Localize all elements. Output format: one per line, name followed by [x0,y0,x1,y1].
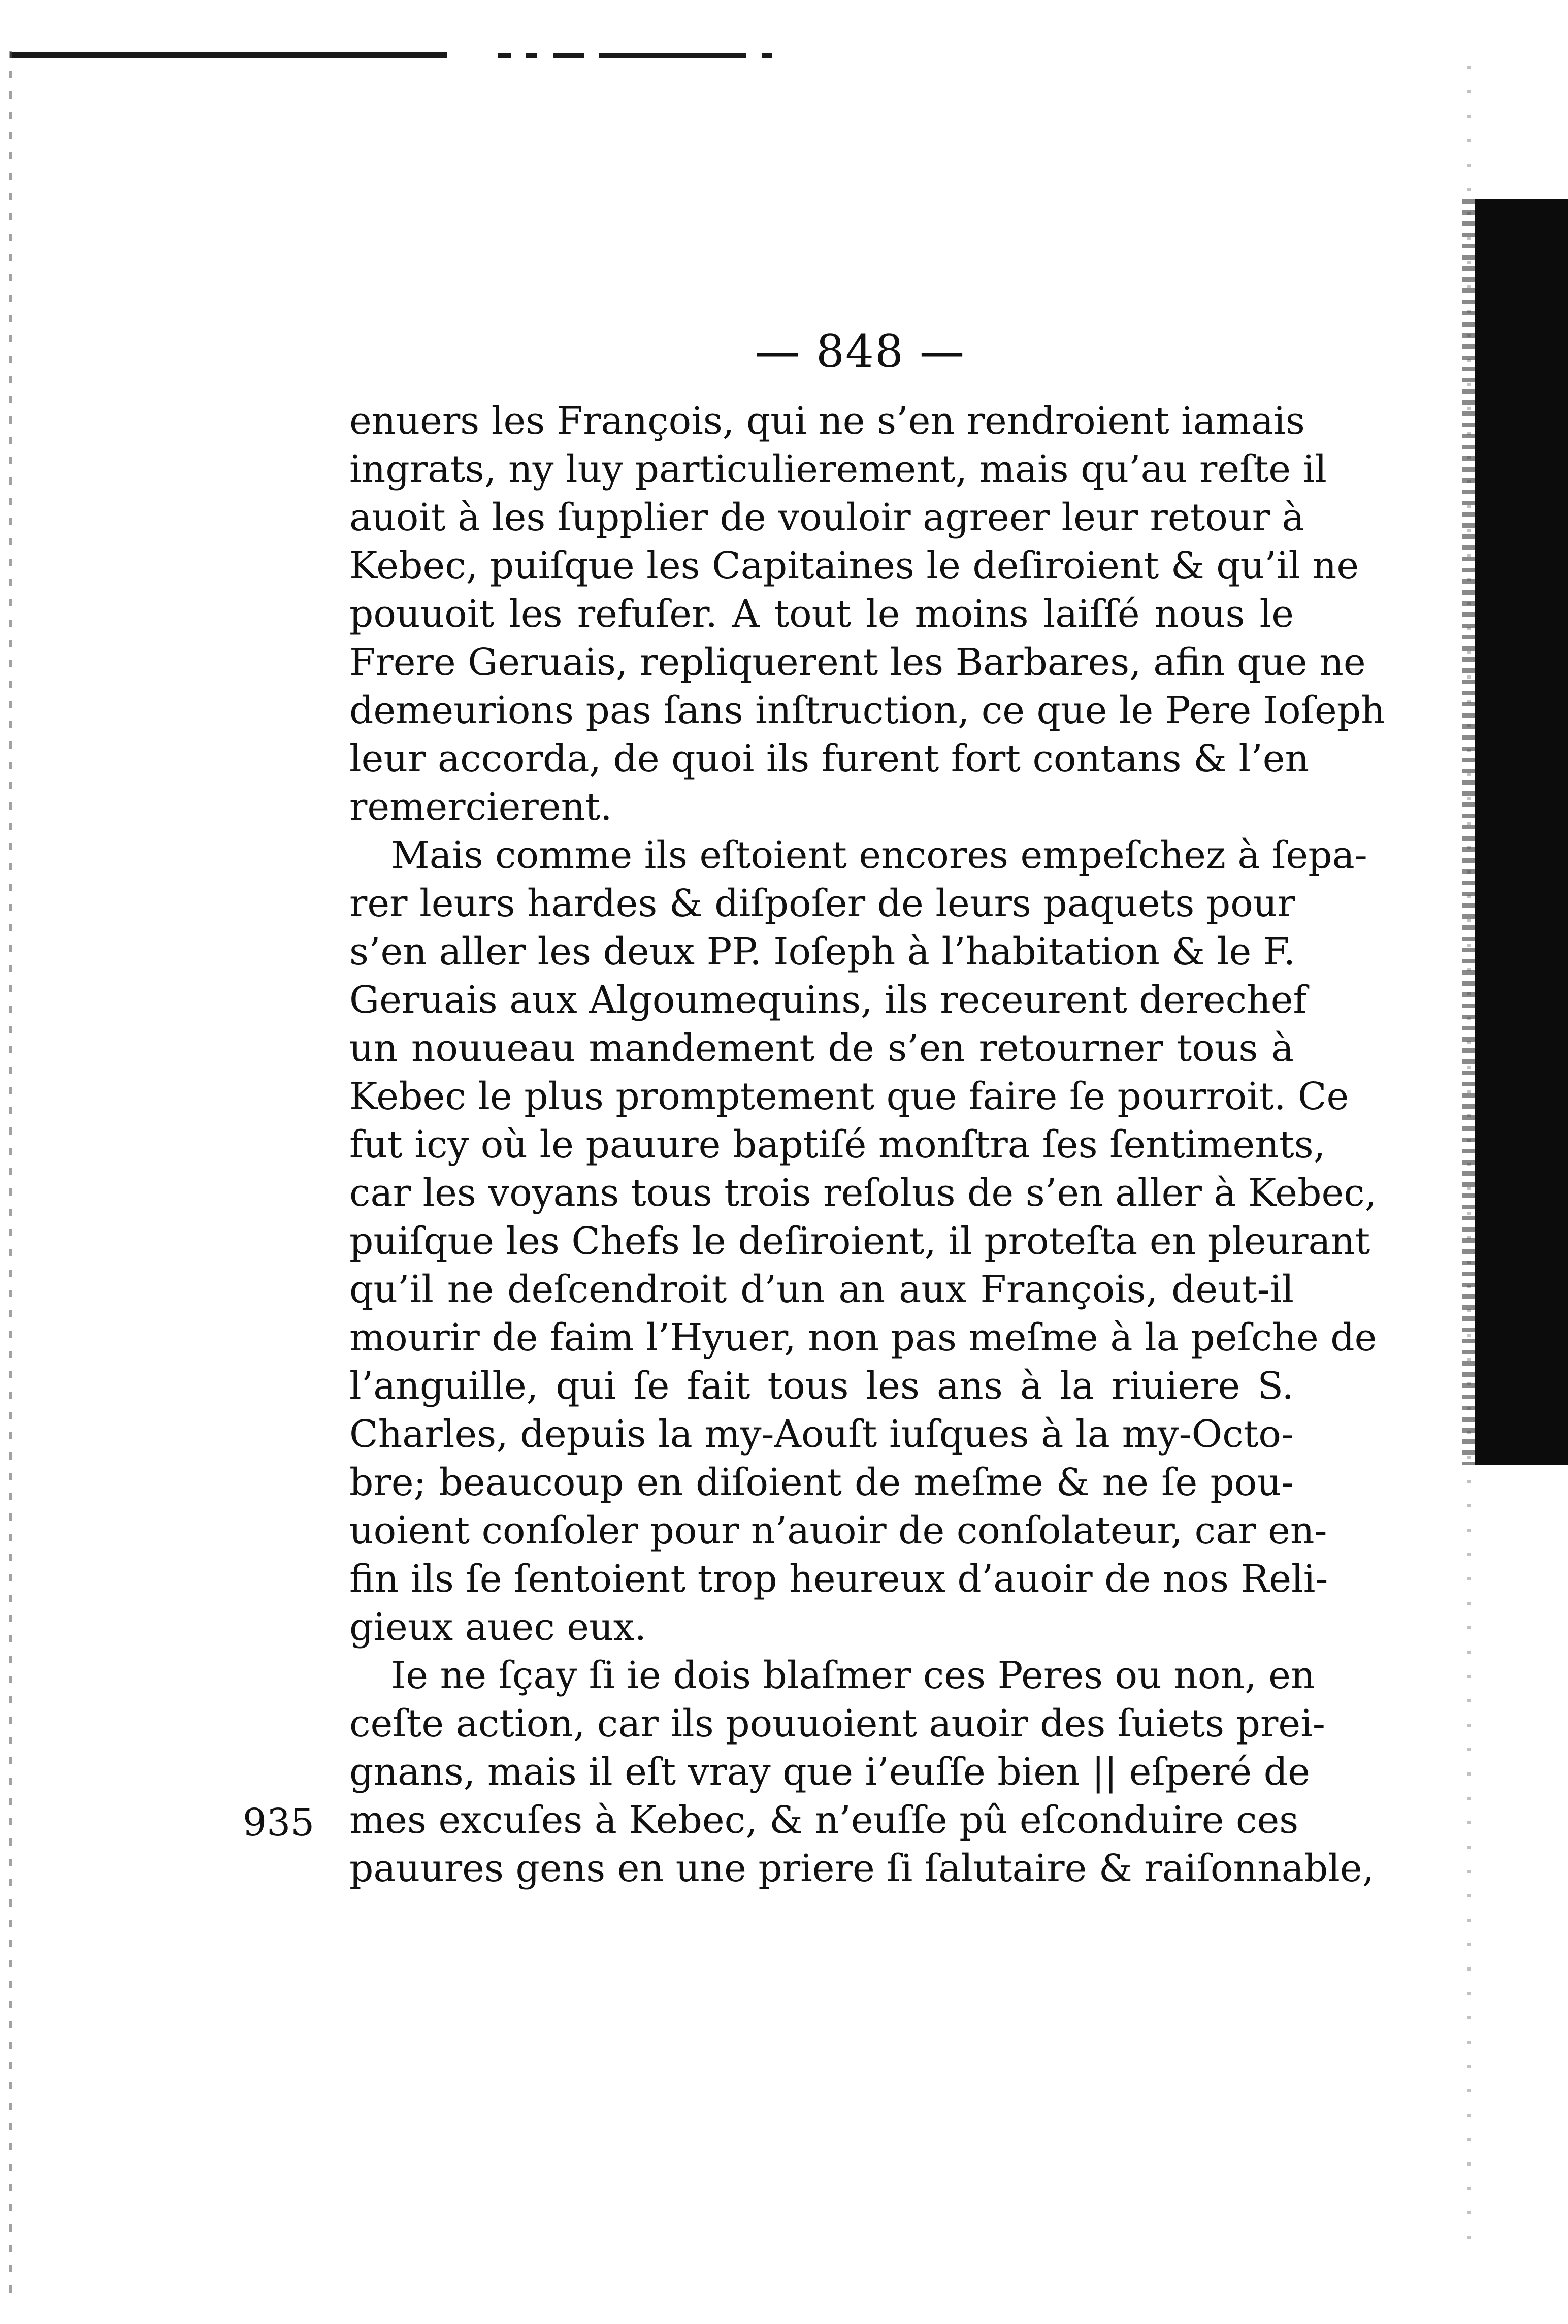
text-line: un nouueau mandement de s’en retourner tous à [349,1026,1294,1070]
text-line: car les voyans tous trois reſolus de s’en aller à Kebec, [349,1171,1377,1215]
text-line: puiſque les Chefs le deſiroient, il proteſta en pleurant [349,1219,1370,1263]
text-line: Kebec, puiſque les Capitaines le deſiroient & qu’il ne [349,544,1359,588]
text-line: leur accorda, de quoi ils furent fort contans & l’en [349,737,1310,781]
text-line: fin ils ſe ſentoient trop heureux d’auoir de nos Reli- [349,1557,1328,1601]
text-line: Ie ne ſçay ſi ie dois blaſmer ces Peres ou non, en [391,1654,1315,1697]
text-line: gieux auec eux. [349,1605,646,1649]
text-line: mes excuſes à Kebec, & n’euſſe pû eſconduire ces [349,1798,1299,1842]
text-line: rer leurs hardes & diſpoſer de leurs paquets pour [349,882,1295,925]
text-line: l’anguille, qui ſe fait tous les ans à la riuiere S. [349,1364,1294,1408]
text-line: Mais comme ils eſtoient encores empeſchez à ſepa- [391,833,1367,877]
body-text [349,397,1385,1893]
scan-right-black-bar [1475,199,1568,1465]
scan-top-rule [10,52,447,58]
text-line: Kebec le plus promptement que faire ſe pourroit. Ce [349,1075,1349,1118]
text-line: ceſte action, car ils pouuoient auoir des ſuiets prei- [349,1702,1325,1746]
text-line: Geruais aux Algoumequins, ils receurent derechef [349,978,1307,1022]
margin-note: 935 [243,1801,315,1845]
text-line: qu’il ne deſcendroit d’un an aux François, deut-il [349,1268,1294,1311]
text-line: uoient conſoler pour n’auoir de conſolateur, car en- [349,1509,1327,1553]
text-line: pouuoit les refuſer. A tout le moins laiſſé nous le [349,592,1294,636]
text-line: mourir de faim l’Hyuer, non pas meſme à la peſche de [349,1316,1377,1360]
text-line: gnans, mais il eſt vray que i’euſſe bien || eſperé de [349,1750,1310,1794]
text-line: enuers les François, qui ne s’en rendroient iamais [349,399,1305,443]
text-line: demeurions pas ſans inſtruction, ce que le Pere Ioſeph [349,689,1385,732]
scan-dash [553,53,584,58]
text-line: ingrats, ny luy particulierement, mais qu’au reſte il [349,447,1327,491]
scan-dash [599,53,746,58]
text-line: s’en aller les deux PP. Ioſeph à l’habitation & le F. [349,930,1296,974]
scan-dash [762,53,772,58]
text-line: Frere Geruais, repliquerent les Barbares, afin que ne [349,640,1366,684]
scan-left-edge [9,51,12,2306]
scan-dash [498,53,511,58]
text-line: fut icy où le pauure baptiſé monſtra ſes ſentiments, [349,1123,1326,1167]
text-line: Charles, depuis la my-Aouſt iuſques à la my-Octo- [349,1412,1294,1456]
scan-dash [526,53,537,58]
page-number: — 848 — [755,325,965,377]
text-line: pauures gens en une priere ſi ſalutaire & raiſonnable, [349,1847,1375,1890]
text-line: bre; beaucoup en diſoient de meſme & ne ſe pou- [349,1461,1294,1504]
text-line: remercierent. [349,785,612,829]
page-header [0,321,1568,382]
text-line: auoit à les ſupplier de vouloir agreer leur retour à [349,496,1304,539]
